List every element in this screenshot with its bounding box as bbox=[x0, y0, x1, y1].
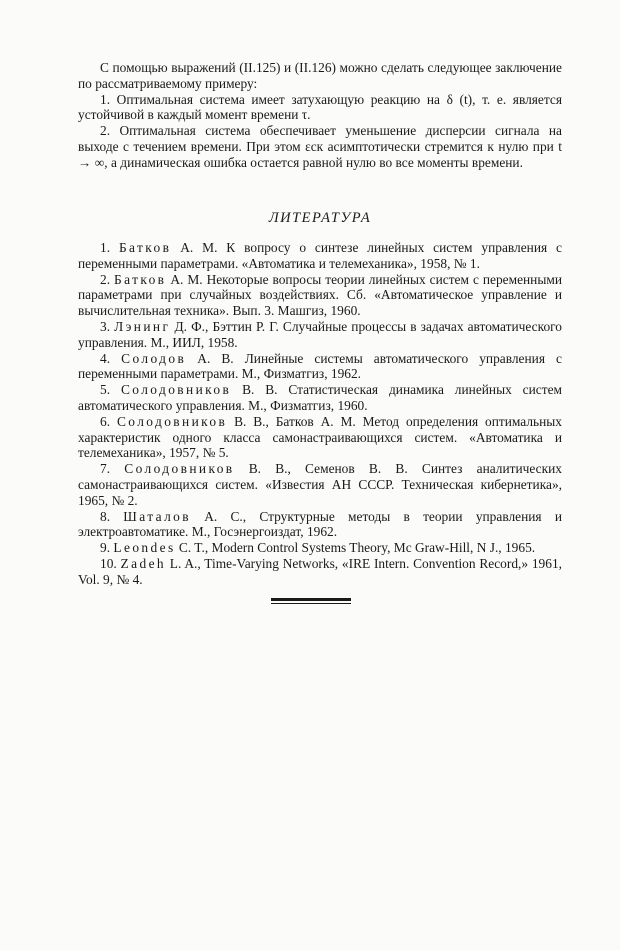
reference-item: 1. Батков А. М. К вопросу о синтезе линейных систем управления с переменными параметрами. «Автоматика и телемеханика», 1958, № 1. bbox=[78, 240, 562, 271]
reference-author: Leondes bbox=[113, 540, 176, 556]
reference-author: Солодовников bbox=[124, 461, 235, 477]
reference-item: 2. Батков А. М. Некоторые вопросы теории линейных систем с переменными параметрами при случайных воздействиях. Сб. «Автоматическое управление и вычислительная техника». Вып. 3. Машгиз, 1960. bbox=[78, 271, 562, 319]
reference-item: 6. Солодовников В. В., Батков А. М. Метод определения оптимальных характеристик одного класса самонастраивающихся систем. «Автоматика и телемеханика», 1957, № 5. bbox=[78, 413, 563, 461]
reference-item: 10. Zadeh L. A., Time-Varying Networks, «IRE Intern. Convention Record,» 1961, Vol. 9, № 4. bbox=[78, 555, 562, 587]
reference-item: 3. Лэнинг Д. Ф., Бэттин Р. Г. Случайные процессы в задачах автоматического управления. М., ИИЛ, 1958. bbox=[78, 318, 562, 350]
reference-item: 9. Leondes C. T., Modern Control Systems Theory, Mc Graw-Hill, N J., 1965. bbox=[100, 540, 536, 556]
reference-item: 8. Шаталов А. С., Структурные методы в теории управления и электроавтоматике. М., Госэнергоиздат, 1962. bbox=[78, 508, 562, 540]
reference-item: 5. Солодовников В. В. Статистическая динамика линейных систем автоматического управления. М., Физматгиз, 1960. bbox=[78, 382, 562, 413]
references-list bbox=[78, 240, 562, 588]
reference-author: Zadeh bbox=[120, 555, 167, 571]
reference-item: 4. Солодов А. В. Линейные системы автоматического управления с переменными параметрами. М., Физматгиз, 1962. bbox=[78, 350, 562, 382]
end-rule bbox=[271, 598, 351, 606]
conclusion-item-2: 2. Оптимальная система обеспечивает уменьшение дисперсии сигнала на выходе с течением времени. При этом εск асимптотически стремится к нулю при t → ∞, а динамическая ошибка остается равной нулю во все моменты времени. bbox=[78, 123, 562, 170]
reference-author: Шаталов bbox=[123, 508, 191, 524]
conclusion-item-1: 1. Оптимальная система имеет затухающую реакцию на δ (t), т. е. является устойчивой в каждый момент времени τ. bbox=[78, 91, 562, 123]
conclusion-section bbox=[78, 60, 562, 171]
end-rule-thin bbox=[271, 603, 351, 604]
reference-author: Солодовников bbox=[116, 413, 228, 429]
end-rule-thick bbox=[271, 598, 351, 601]
conclusion-paragraph: С помощью выражений (II.125) и (II.126) можно сделать следующее заключение по рассматриваемому примеру: bbox=[78, 60, 562, 91]
reference-author: Лэнинг bbox=[114, 318, 171, 334]
references-heading: ЛИТЕРАТУРА bbox=[268, 210, 372, 226]
reference-author: Батков bbox=[118, 240, 172, 255]
reference-item: 7. Солодовников В. В., Семенов В. В. Синтез аналитических самонастраивающихся систем. «Известия АН СССР. Техническая кибернетика», 1965, № 2. bbox=[78, 461, 562, 508]
reference-author: Батков bbox=[114, 271, 167, 287]
reference-author: Солодов bbox=[121, 350, 187, 366]
reference-author: Солодовников bbox=[120, 382, 232, 398]
